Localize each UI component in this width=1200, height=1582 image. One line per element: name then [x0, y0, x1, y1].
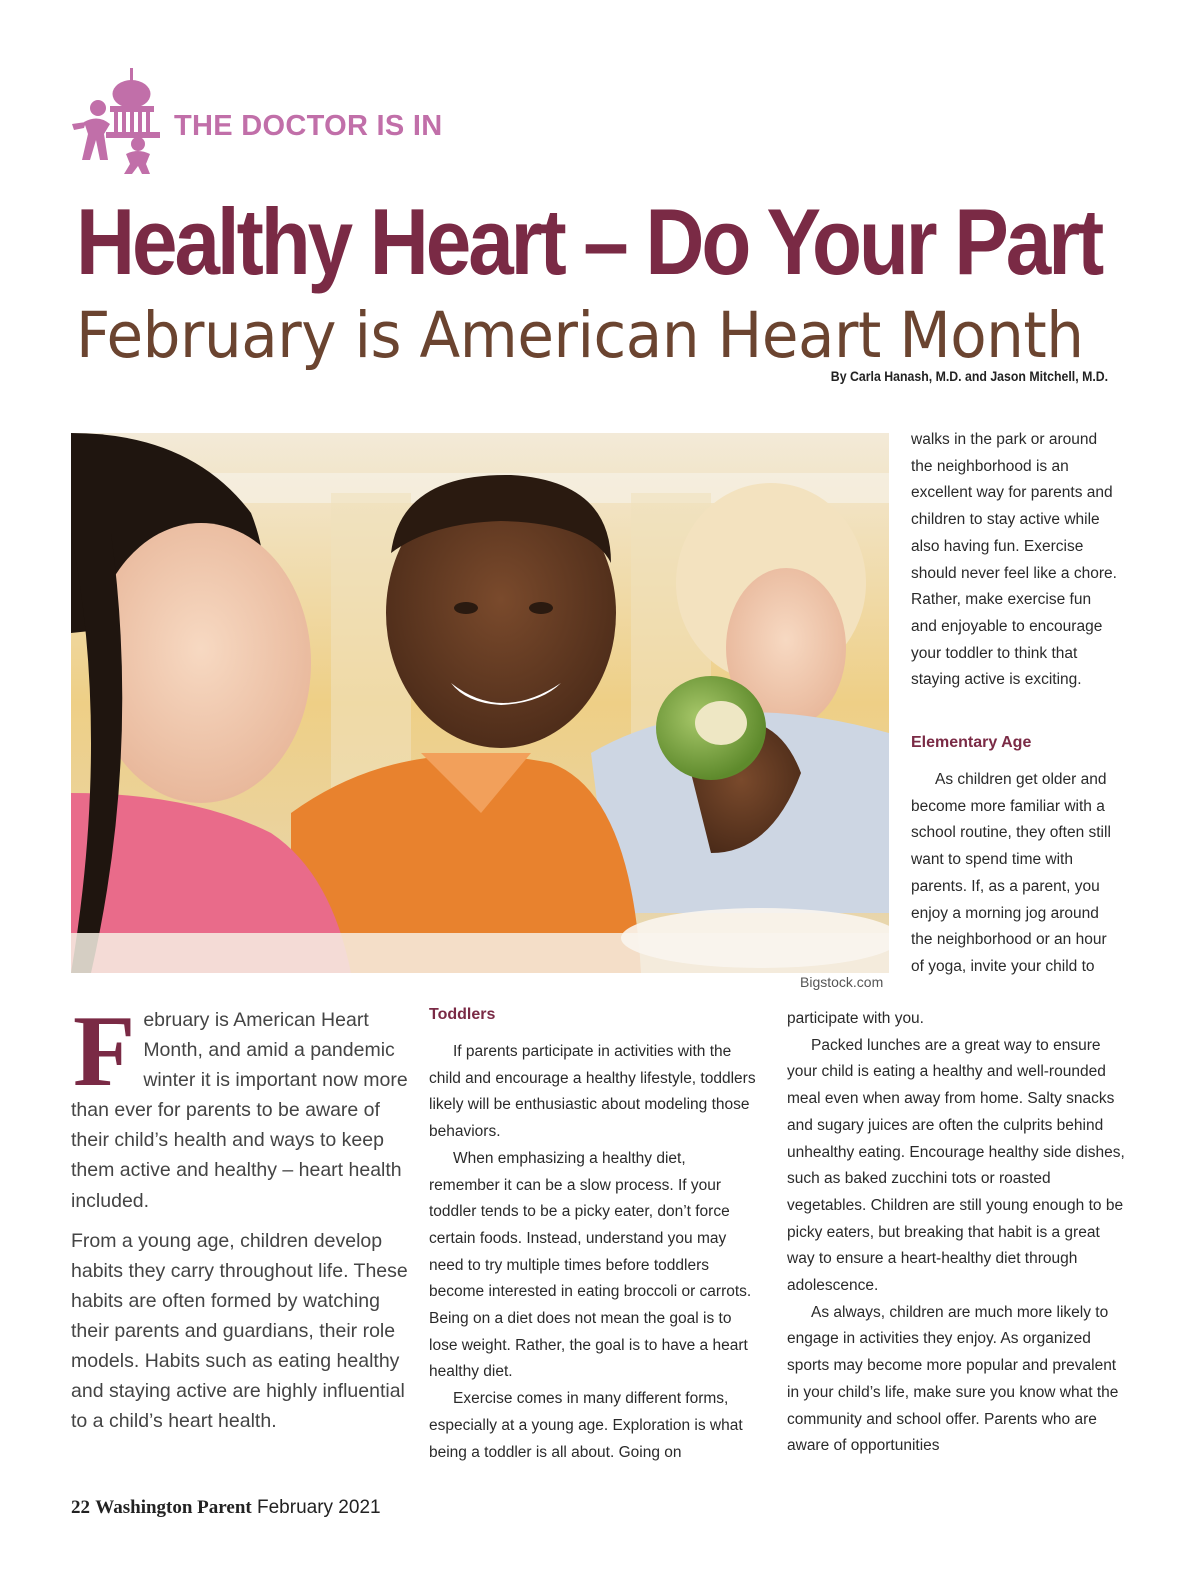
toddlers-column	[429, 1039, 759, 1466]
right-paragraph-1b: participate with you.	[787, 1010, 924, 1027]
page-footer	[71, 1497, 381, 1519]
right-paragraph-0: walks in the park or around the neighborhood is an excellent way for parents and children to stay active while also having fun. Exercise should never feel like a chore. Rather, make exercise fun and enjoyable to encourage your toddler to think that staying active is exciting.	[911, 431, 1117, 689]
toddlers-paragraph-3: Exercise comes in many different forms, especially at a young age. Exploration is what being a toddler is all about. Going on	[429, 1390, 743, 1461]
lead-column	[71, 995, 411, 1436]
issue-date: February 2021	[257, 1497, 381, 1518]
subheadline: February is American Heart Month	[76, 299, 1084, 372]
toddlers-paragraph-2: When emphasizing a healthy diet, remember it can be a slow process. If your toddler tends to be a picky eater, don’t force certain foods. Instead, understand you may need to try multiple times before toddlers become interested in eating broccoli or carrots. Being on a diet does not mean the goal is to lose weight. Rather, the goal is to have a heart healthy diet.	[429, 1149, 752, 1381]
right-paragraph-1a: As children get older and become more familiar with a school routine, they often still want to spend time with parents. If, as a parent, you enjoy a morning jog around the neighborhood or an hour of yoga, invite your child to	[911, 771, 1111, 975]
headline: Healthy Heart – Do Your Part	[76, 189, 1102, 294]
publication-name: Washington Parent	[95, 1497, 252, 1518]
children-eating-photo	[71, 433, 889, 973]
byline: By Carla Hanash, M.D. and Jason Mitchell, M.D.	[830, 368, 1108, 384]
right-column-bottom	[787, 1006, 1127, 1460]
right-column-mid	[911, 767, 1121, 981]
right-paragraph-3: As always, children are much more likely to engage in activities they enjoy. As organized sports may become more popular and prevalent in your child’s life, make sure you know what the community and school offer. Parents who are aware of opportunities	[787, 1303, 1119, 1455]
drop-cap: F	[73, 995, 136, 1108]
right-column-top	[911, 427, 1121, 694]
lead-paragraph-2: From a young age, children develop habits they carry throughout life. These habits are often formed by watching their parents and guardians, their role models. Habits such as eating healthy and staying active are highly influential to a child’s heart health.	[71, 1229, 408, 1433]
right-paragraph-2: Packed lunches are a great way to ensure your child is eating a healthy and well-rounded meal even when away from home. Salty snacks and sugary juices are often the culprits behind unhealthy eating. Encourage healthy side dishes, such as baked zucchini tots or roasted vegetables. Children are still young enough to be picky eaters, but breaking that habit is a great way to ensure a heart-healthy diet through adolescence.	[787, 1036, 1125, 1295]
section-heading-toddlers: Toddlers	[429, 1006, 496, 1023]
capitol-dome-children-icon	[70, 64, 170, 176]
photo-credit: Bigstock.com	[800, 974, 884, 990]
lead-paragraph-1	[71, 995, 411, 1216]
toddlers-paragraph-1: If parents participate in activities with the child and encourage a healthy lifestyle, toddlers likely will be enthusiastic about modeling those behaviors.	[429, 1043, 756, 1141]
section-heading-elementary: Elementary Age	[911, 734, 1032, 751]
page-number: 22	[71, 1497, 90, 1518]
lead-text-1: ebruary is American Heart Month, and amid a pandemic winter it is important now more than ever for parents to be aware of their child’s health and ways to keep them active and healthy – heart health included.	[71, 1009, 408, 1212]
section-kicker: THE DOCTOR IS IN	[174, 110, 443, 142]
